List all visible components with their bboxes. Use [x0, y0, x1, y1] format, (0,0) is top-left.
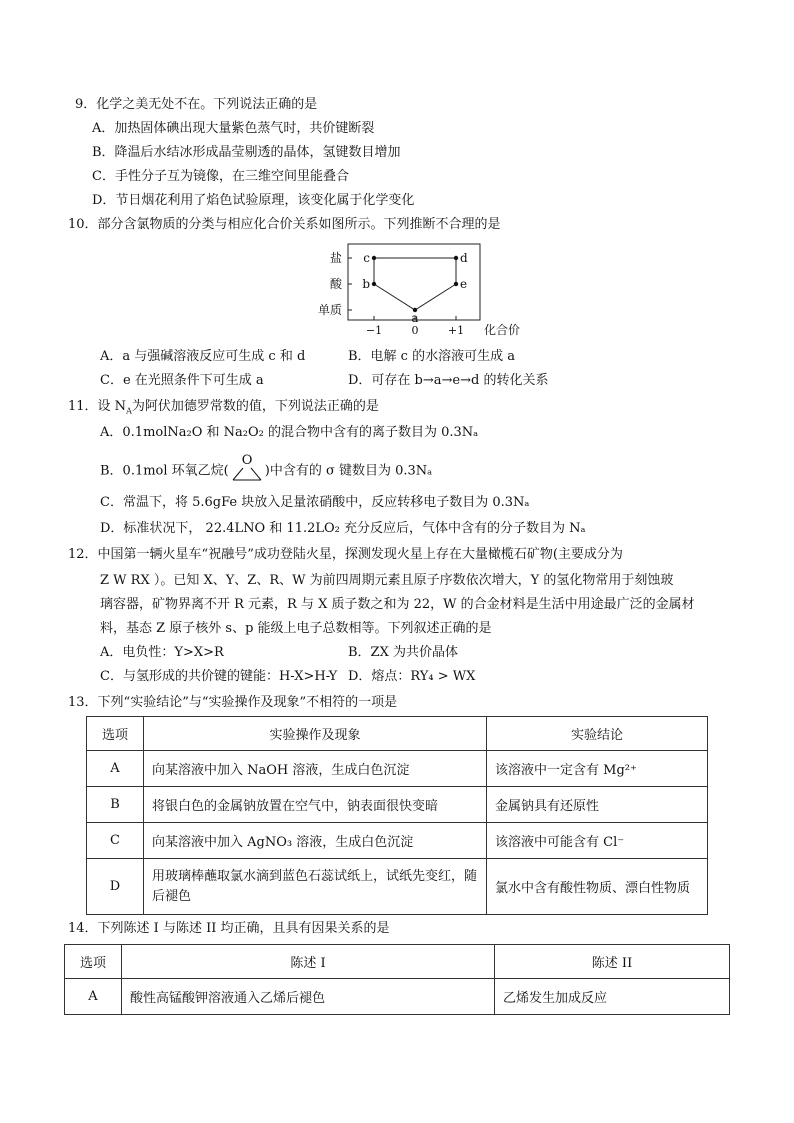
q14-stem: 14．下列陈述 I 与陈述 II 均正确，且具有因果关系的是 [68, 921, 390, 936]
q14-row-a-statement-1: 酸性高锰酸钾溶液通入乙烯后褪色 [122, 979, 495, 1015]
x-tick-label: +1 [447, 324, 465, 337]
q14-row-a-statement-2: 乙烯发生加成反应 [495, 979, 730, 1015]
q13-row-a-operation: 向某溶液中加入 NaOH 溶液，生成白色沉淀 [144, 751, 487, 787]
q9-option-d: D．节日烟花利用了焰色试验原理，该变化属于化学变化 [92, 193, 415, 208]
q9-option-b: B．降温后水结冰形成晶莹剔透的晶体，氢键数目增加 [92, 145, 401, 160]
q11-stem-post: 为阿伏加德罗常数的值，下列说法正确的是 [131, 399, 379, 414]
q12-stem-line3: 璃容器，矿物界离不开 R 元素，R 与 X 质子数之和为 22，W 的合金材料是生活中用途最广泛的金属材 [100, 597, 695, 612]
q13-row-b-conclusion: 金属钠具有还原性 [487, 787, 708, 823]
point-c [372, 256, 376, 260]
q10-option-c: C．e 在光照条件下可生成 a [100, 373, 264, 388]
point-label-a: a [411, 311, 419, 325]
q11-option-a: A．0.1molNa₂O 和 Na₂O₂ 的混合物中含有的离子数目为 0.3Nₐ [100, 425, 479, 440]
x-axis-label: 化合价 [484, 323, 521, 337]
q12-option-c: C．与氢形成的共价键的键能：H-X>H-Y [100, 669, 338, 684]
q11-stem-sub: A [126, 406, 132, 416]
q14-table [64, 944, 730, 1015]
q13-header-operation: 实验操作及现象 [144, 717, 487, 751]
point-label-c: c [363, 251, 370, 265]
q12-option-d: D．熔点：RY₄ > WX [348, 669, 476, 684]
q11-b-post: )中含有的 σ 键数目为 0.3Nₐ [264, 463, 433, 479]
q13-row-a-conclusion: 该溶液中一定含有 Mg²⁺ [487, 751, 708, 787]
q9-stem: 9．化学之美无处不在。下列说法正确的是 [75, 97, 318, 112]
x-tick-label: 0 [411, 324, 419, 337]
table-row [65, 979, 730, 1015]
q13-row-d-conclusion: 氯水中含有酸性物质、漂白性物质 [487, 859, 708, 915]
table-row [87, 751, 708, 787]
x-tick-label: −1 [365, 324, 383, 337]
q10-option-d: D．可存在 b→a→e→d 的转化关系 [348, 373, 549, 388]
point-e [454, 282, 458, 286]
q14-header-row [65, 945, 730, 979]
y-tick-label: 酸 [329, 277, 342, 291]
connection-line [374, 258, 456, 310]
q14-header-statement-1: 陈述 I [122, 945, 495, 979]
q10-stem: 10．部分含氯物质的分类与相应化合价关系如图所示。下列推断不合理的是 [68, 217, 501, 232]
q13-table [86, 716, 708, 915]
epoxide-structure [229, 453, 265, 484]
point-label-d: d [460, 251, 468, 265]
q11-option-b [100, 453, 433, 484]
q13-header-conclusion: 实验结论 [487, 717, 708, 751]
q9-option-a: A．加热固体碘出现大量紫色蒸气时，共价键断裂 [92, 121, 375, 136]
q13-row-b-operation: 将银白色的金属钠放置在空气中，钠表面很快变暗 [144, 787, 487, 823]
q13-row-d-operation: 用玻璃棒蘸取氯水滴到蓝色石蕊试纸上，试纸先变红，随后褪色 [144, 859, 487, 915]
point-label-e: e [460, 277, 468, 291]
q13-stem: 13．下列“实验结论”与“实验操作及现象”不相符的一项是 [68, 695, 398, 710]
y-tick-label: 单质 [317, 303, 342, 317]
epoxide-oxygen: O [241, 453, 253, 468]
y-tick-label: 盐 [329, 251, 342, 265]
point-d [454, 256, 458, 260]
table-row [87, 787, 708, 823]
table-row [87, 823, 708, 859]
q13-row-d-option: D [87, 859, 144, 915]
point-label-b: b [362, 277, 370, 291]
q12-option-b: B．ZX 为共价晶体 [348, 645, 458, 660]
q11-stem [68, 398, 379, 421]
q11-stem-pre: 11．设 N [68, 399, 127, 414]
q10-option-a: A．a 与强碱溶液反应可生成 c 和 d [100, 349, 306, 364]
q13-header-option: 选项 [87, 717, 144, 751]
q11-option-d: D．标准状况下， 22.4LNO 和 11.2LO₂ 充分反应后，气体中含有的分子数目为 Nₐ [100, 521, 586, 536]
q10-option-b: B．电解 c 的水溶液可生成 a [348, 349, 515, 364]
q14-header-statement-2: 陈述 II [495, 945, 730, 979]
chlorine-valence-chart [310, 240, 530, 340]
q11-b-pre: B．0.1mol 环氧乙烷( [100, 463, 229, 479]
q13-header-row [87, 717, 708, 751]
q12-option-a: A．电负性：Y>X>R [100, 645, 224, 660]
point-b [372, 282, 376, 286]
table-row [87, 859, 708, 915]
q9-option-c: C．手性分子互为镜像，在三维空间里能叠合 [92, 169, 349, 184]
q13-row-c-conclusion: 该溶液中可能含有 Cl⁻ [487, 823, 708, 859]
q13-row-b-option: B [87, 787, 144, 823]
q12-stem-line2: Z W RX ）。已知 X、Y、Z、R、W 为前四周期元素且原子序数依次增大，Y 的氢化物常用于刻蚀玻 [100, 573, 674, 588]
q14-row-a-option: A [65, 979, 122, 1015]
q14-header-option: 选项 [65, 945, 122, 979]
q13-row-c-operation: 向某溶液中加入 AgNO₃ 溶液，生成白色沉淀 [144, 823, 487, 859]
q12-stem-line4: 料，基态 Z 原子核外 s、p 能级上电子总数相等。下列叙述正确的是 [100, 621, 492, 636]
q12-stem-line1: 12．中国第一辆火星车“祝融号”成功登陆火星，探测发现火星上存在大量橄榄石矿物(主要成分为 [68, 547, 623, 562]
q13-row-c-option: C [87, 823, 144, 859]
q11-option-c: C．常温下，将 5.6gFe 块放入足量浓硝酸中，反应转移电子数目为 0.3Nₐ [100, 495, 530, 510]
q13-row-a-option: A [87, 751, 144, 787]
